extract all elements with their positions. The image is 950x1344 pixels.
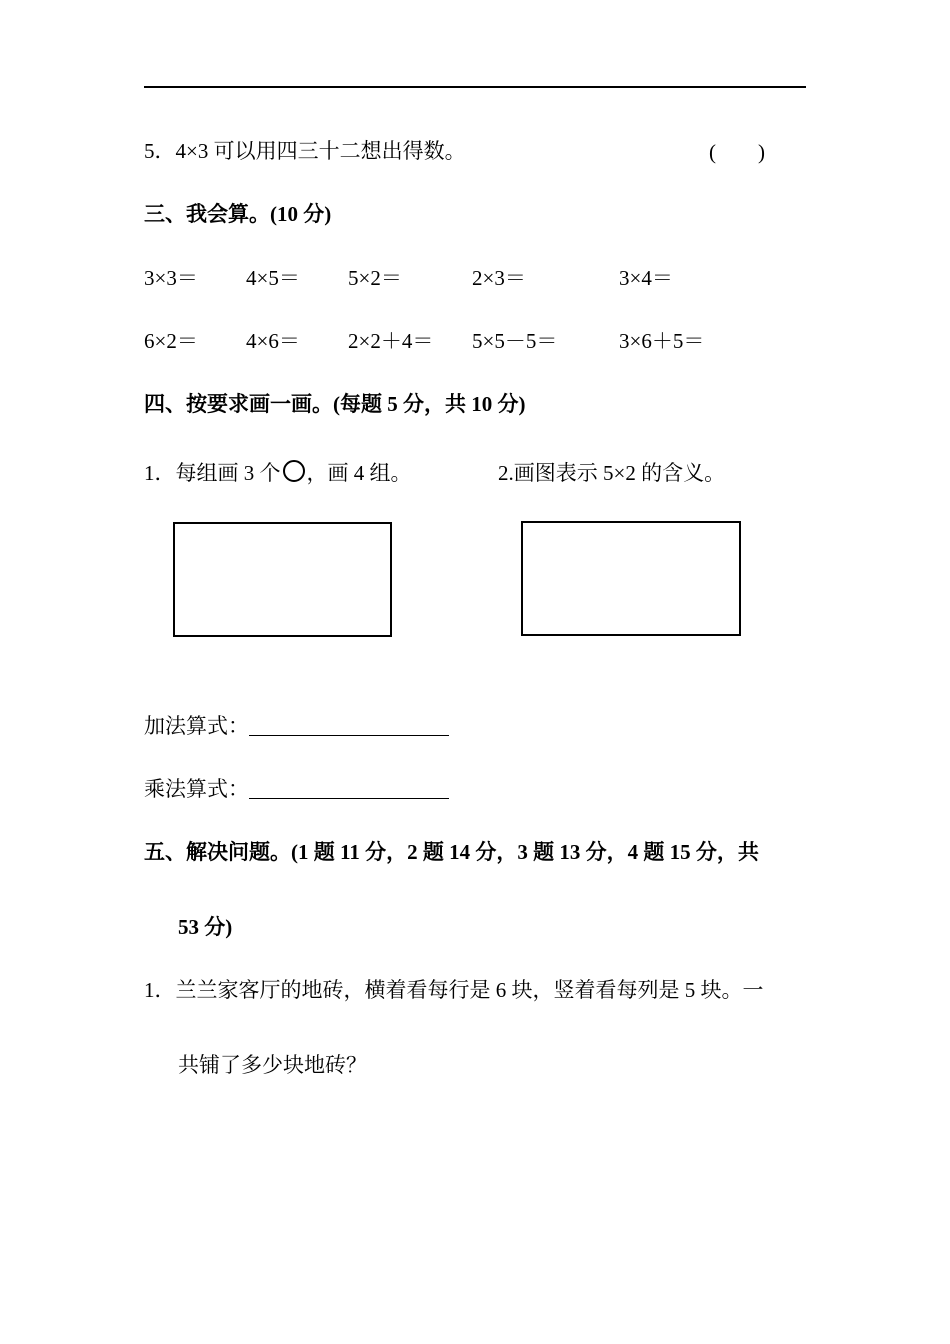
multiplication-answer-blank[interactable] [249, 778, 449, 799]
draw-question-1-suffix: ，画 4 组。 [306, 461, 412, 485]
problem-1: 1．兰兰家客厅的地砖，横着看每行是 6 块，竖着看每列是 5 块。一 [144, 978, 764, 1002]
circle-icon [283, 460, 305, 482]
calc-item: 2×3＝ [472, 266, 526, 290]
problem-1-cont: 共铺了多少块地砖？ [178, 1053, 367, 1077]
calc-item: 2×2＋4＝ [348, 329, 434, 353]
calc-item: 4×5＝ [246, 266, 300, 290]
calc-item: 3×4＝ [619, 266, 673, 290]
addition-label: 加法算式： [144, 714, 249, 738]
multiplication-row [144, 776, 449, 802]
drawing-box-1[interactable] [173, 522, 392, 637]
section-5-title: 五、解决问题。(1 题 11 分，2 题 14 分，3 题 13 分，4 题 15 分，共 [144, 840, 759, 864]
section-3-title: 三、我会算。(10 分) [144, 202, 332, 226]
drawing-box-2[interactable] [521, 521, 741, 636]
calc-item: 6×2＝ [144, 329, 198, 353]
calc-item: 4×6＝ [246, 329, 300, 353]
draw-question-1 [144, 460, 412, 486]
top-rule [144, 86, 806, 88]
section-5-title-cont: 53 分) [178, 915, 233, 939]
answer-bracket[interactable]: ( ) [709, 140, 765, 164]
calc-item: 5×2＝ [348, 266, 402, 290]
judge-item-5: 5．4×3 可以用四三十二想出得数。 [144, 139, 466, 163]
draw-question-1-text: 1．每组画 3 个 [144, 461, 281, 485]
section-4-title: 四、按要求画一画。(每题 5 分，共 10 分) [144, 392, 526, 416]
calc-item: 3×3＝ [144, 266, 198, 290]
calc-item: 3×6＋5＝ [619, 329, 705, 353]
calc-item: 5×5－5＝ [472, 329, 558, 353]
multiplication-label: 乘法算式： [144, 777, 249, 801]
draw-question-2: 2.画图表示 5×2 的含义。 [498, 461, 726, 485]
addition-answer-blank[interactable] [249, 715, 449, 736]
addition-row [144, 713, 449, 739]
